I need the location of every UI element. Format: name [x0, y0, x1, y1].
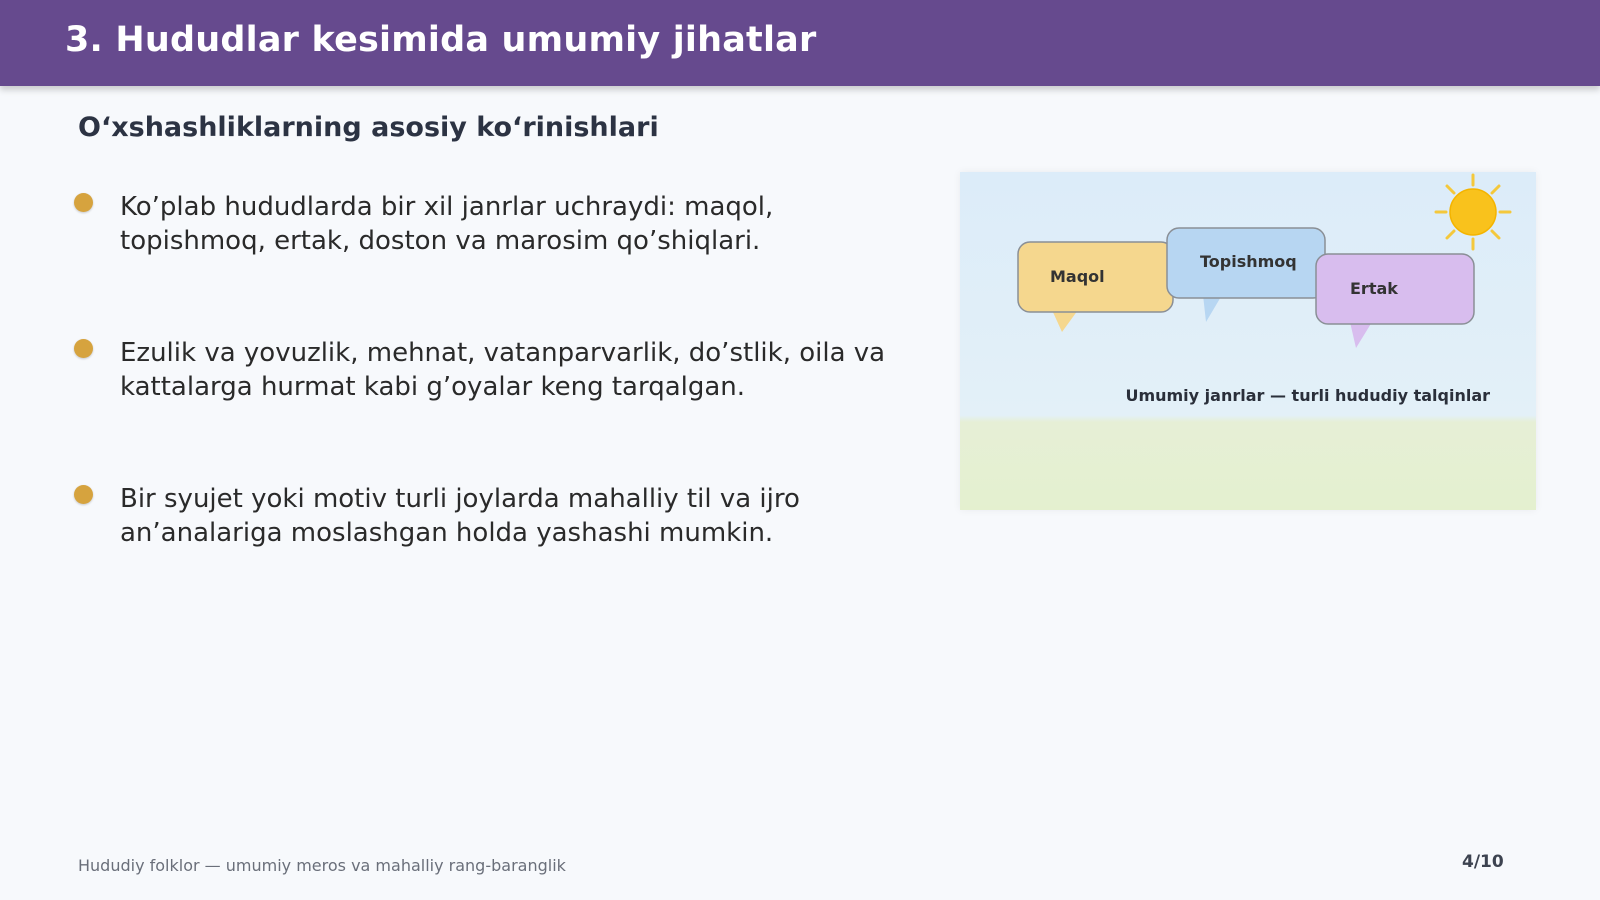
- slide-header: [0, 0, 1600, 86]
- bullet-dot-icon: [74, 339, 93, 358]
- bubble-maqol: [1018, 242, 1173, 332]
- genre-illustration: [960, 172, 1536, 510]
- section-subtitle: O‘xshashliklarning asosiy ko‘rinishlari: [78, 112, 659, 143]
- slide-title: 3. Hududlar kesimida umumiy jihatlar: [65, 20, 817, 60]
- sun-icon: [1436, 175, 1510, 249]
- bullet-dot-icon: [74, 193, 93, 212]
- bullet-item: [72, 336, 912, 482]
- bullet-text: Ezulik va yovuzlik, mehnat, vatanparvarlik, do’stlik, oila va kattalarga hurmat kabi g’oyalar keng tarqalgan.: [120, 338, 886, 402]
- illustration-caption: Umumiy janrlar — turli hududiy talqinlar: [1125, 386, 1490, 405]
- bullet-item: [72, 190, 912, 336]
- bullet-item: [72, 482, 912, 628]
- page-number: 4/10: [1462, 852, 1504, 872]
- bullet-text: Ko’plab hududlarda bir xil janrlar uchraydi: maqol, topishmoq, ertak, doston va marosim qo’shiqlari.: [120, 192, 774, 256]
- bubble-topishmoq: [1167, 228, 1325, 322]
- footer-text: Hududiy folklor — umumiy meros va mahalliy rang-baranglik: [78, 856, 566, 875]
- illustration-svg: [960, 172, 1536, 510]
- bullet-text: Bir syujet yoki motiv turli joylarda mahalliy til va ijro an’analariga moslashgan holda yashashi mumkin.: [120, 484, 800, 548]
- bubble-label-ertak: Ertak: [1350, 279, 1398, 298]
- bullet-dot-icon: [74, 485, 93, 504]
- bubble-label-maqol: Maqol: [1050, 267, 1105, 286]
- bullet-list: [72, 190, 912, 628]
- bubble-ertak: [1316, 254, 1474, 348]
- bubble-label-topishmoq: Topishmoq: [1200, 252, 1297, 271]
